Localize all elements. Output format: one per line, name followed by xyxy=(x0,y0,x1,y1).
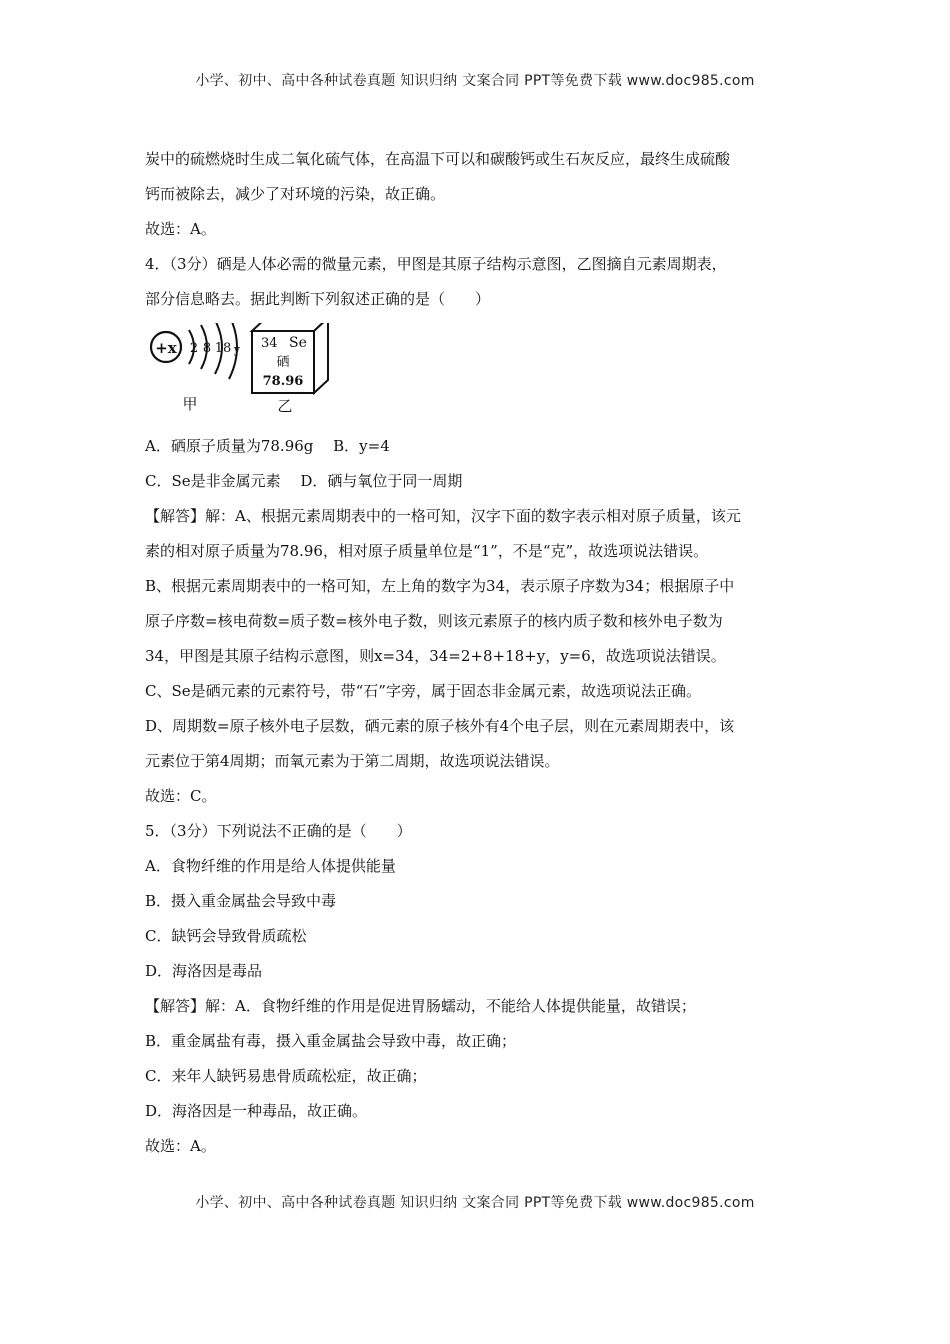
element-atomic-number: 34 xyxy=(261,336,278,351)
atom-and-periodic-table-figure xyxy=(145,317,810,421)
figure-label-left: 甲 xyxy=(182,395,198,413)
text-line: 炭中的硫燃烧时生成二氧化硫气体，在高温下可以和碳酸钙或生石灰反应，最终生成硫酸 xyxy=(145,150,731,168)
page-footer: 小学、初中、高中各种试卷真题 知识归纳 文案合同 PPT等免费下载 www.doc985.com xyxy=(195,1195,755,1211)
option-line: D．海洛因是毒品 xyxy=(145,962,263,980)
element-name: 硒 xyxy=(276,355,290,370)
answer-line: 元素位于第4周期；而氧元素为于第二周期，故选项说法错误。 xyxy=(145,752,560,770)
answer-line: 原子序数=核电荷数=质子数=核外电子数，则该元素原子的核内质子数和核外电子数为 xyxy=(145,612,723,630)
question-4-line: 4．（3分）硒是人体必需的微量元素，甲图是其原子结构示意图，乙图摘自元素周期表， xyxy=(145,255,727,273)
answer-line: D．海洛因是一种毒品，故正确。 xyxy=(145,1102,368,1120)
page-header: 小学、初中、高中各种试卷真题 知识归纳 文案合同 PPT等免费下载 www.doc985.com xyxy=(195,73,755,89)
element-mass: 78.96 xyxy=(262,374,304,389)
answer-line: D、周期数=原子核外电子层数，硒元素的原子核外有4个电子层，则在元素周期表中，该 xyxy=(145,717,735,735)
answer-line: 故选：C。 xyxy=(145,787,217,805)
answer-line: 【解答】解：A．食物纤维的作用是促进胃肠蠕动，不能给人体提供能量，故错误； xyxy=(145,997,696,1015)
element-symbol: Se xyxy=(289,335,307,351)
answer-line: B、根据元素周期表中的一格可知，左上角的数字为34，表示原子序数为34；根据原子中 xyxy=(145,577,735,595)
text-line: 故选：A。 xyxy=(145,220,216,238)
element-cell-side xyxy=(314,323,328,393)
answer-line: 素的相对原子质量为78.96，相对原子质量单位是“1”，不是“克”，故选项说法错误。 xyxy=(145,542,709,560)
figure-label-right: 乙 xyxy=(277,397,293,415)
shell-count-1: 2 xyxy=(189,341,199,356)
answer-line: B．重金属盐有毒，摄入重金属盐会导致中毒，故正确； xyxy=(145,1032,517,1050)
option-line: C．Se是非金属元素 D．硒与氧位于同一周期 xyxy=(145,472,463,490)
answer-line: 34，甲图是其原子结构示意图，则x=34，34=2+8+18+y，y=6，故选项说法错误。 xyxy=(145,647,726,665)
answer-line: C、Se是硒元素的元素符号，带“石”字旁，属于固态非金属元素，故选项说法正确。 xyxy=(145,682,701,700)
option-line: A．食物纤维的作用是给人体提供能量 xyxy=(145,857,396,875)
shell-count-2: 8 xyxy=(202,341,212,356)
nucleus-label: +x xyxy=(155,339,177,357)
option-line: A．硒原子质量为78.96g B．y=4 xyxy=(145,437,390,455)
shell-count-4: y xyxy=(233,343,241,356)
option-line: B．摄入重金属盐会导致中毒 xyxy=(145,892,337,910)
text-line: 钙而被除去，减少了对环境的污染，故正确。 xyxy=(145,185,446,203)
question-4-line: 部分信息略去。据此判断下列叙述正确的是（ ） xyxy=(145,290,491,308)
shell-count-3: 18 xyxy=(214,341,232,356)
question-5-line: 5．（3分）下列说法不正确的是（ ） xyxy=(145,822,412,840)
document-body xyxy=(145,142,810,1164)
option-line: C．缺钙会导致骨质疏松 xyxy=(145,927,307,945)
answer-line: 故选：A。 xyxy=(145,1137,216,1155)
figure-svg xyxy=(145,323,345,419)
answer-line: C．来年人缺钙易患骨质疏松症，故正确； xyxy=(145,1067,427,1085)
answer-line: 【解答】解：A、根据元素周期表中的一格可知，汉字下面的数字表示相对原子质量，该元 xyxy=(145,507,741,525)
